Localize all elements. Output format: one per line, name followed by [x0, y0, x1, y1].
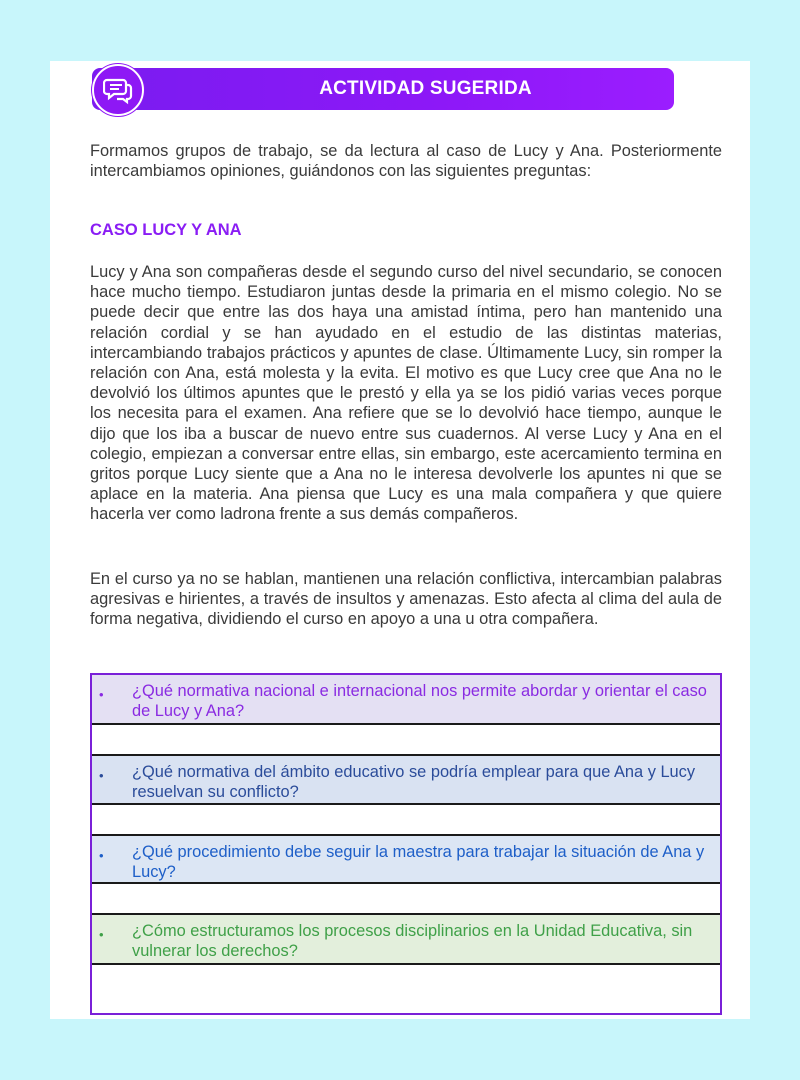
question-row — [92, 756, 720, 805]
answer-field[interactable] — [92, 965, 720, 1013]
intro-paragraph: Formamos grupos de trabajo, se da lectura al caso de Lucy y Ana. Posteriormente intercambiamos opiniones, guiándonos con las siguientes preguntas: — [90, 142, 722, 181]
chat-bubbles-icon — [92, 64, 144, 116]
banner-title: ACTIVIDAD SUGERIDA — [319, 78, 532, 99]
answer-field[interactable] — [92, 805, 720, 836]
activity-banner — [92, 68, 674, 110]
case-paragraph: En el curso ya no se hablan, mantienen una relación conflictiva, intercambian palabras agresivas e hirientes, a través de insultos y amenazas. Esto afecta al clima del aula de forma negativa, dividiendo el curso en apoyo a una u otra compañera. — [90, 570, 722, 629]
question-text: ¿Qué normativa nacional e internacional nos permite abordar y orientar el caso de Lucy y Ana? — [132, 682, 707, 720]
question-row — [92, 675, 720, 725]
bullet-icon: • — [99, 927, 104, 942]
bullet-icon: • — [99, 768, 104, 783]
case-paragraph: Lucy y Ana son compañeras desde el segundo curso del nivel secundario, se conocen hace mucho tiempo. Estudiaron juntas desde la primaria en el mismo colegio. No se puede decir que entre las dos haya una amistad íntima, pero han mantenido una relación cordial y se han ayudado en el estudio de las distintas materias, intercambiando trabajos prácticos y apuntes de clase. Últimamente Lucy, sin romper la relación con Ana, está molesta y la evita. El motivo es que Lucy cree que Ana no le devolvió los últimos apuntes que le prestó y ella ya se los pidió varias veces porque los necesita para el examen. Ana refiere que se lo devolvió hace tiempo, aunque le dijo que los iba a buscar de nuevo entre sus cuadernos. Al verse Lucy y Ana en el colegio, empiezan a conversar entre ellas, sin embargo, este acercamiento termina en gritos porque Lucy siente que a Ana no le interesa devolverle los apuntes ni que se aplace en la materia. Ana piensa que Lucy es una mala compañera y que quiere hacerla ver como ladrona frente a sus demás compañeros. — [90, 263, 722, 524]
questions-table — [90, 673, 722, 1015]
question-text: ¿Cómo estructuramos los procesos disciplinarios en la Unidad Educativa, sin vulnerar los derechos? — [132, 922, 693, 960]
answer-field[interactable] — [92, 884, 720, 915]
answer-field[interactable] — [92, 725, 720, 756]
question-row — [92, 915, 720, 965]
question-text: ¿Qué normativa del ámbito educativo se podría emplear para que Ana y Lucy resuelvan su conflicto? — [132, 763, 696, 801]
question-text: ¿Qué procedimiento debe seguir la maestra para trabajar la situación de Ana y Lucy? — [132, 843, 705, 881]
case-heading: CASO LUCY Y ANA — [90, 221, 242, 239]
question-row — [92, 836, 720, 884]
bullet-icon: • — [99, 687, 104, 702]
bullet-icon: • — [99, 848, 104, 863]
